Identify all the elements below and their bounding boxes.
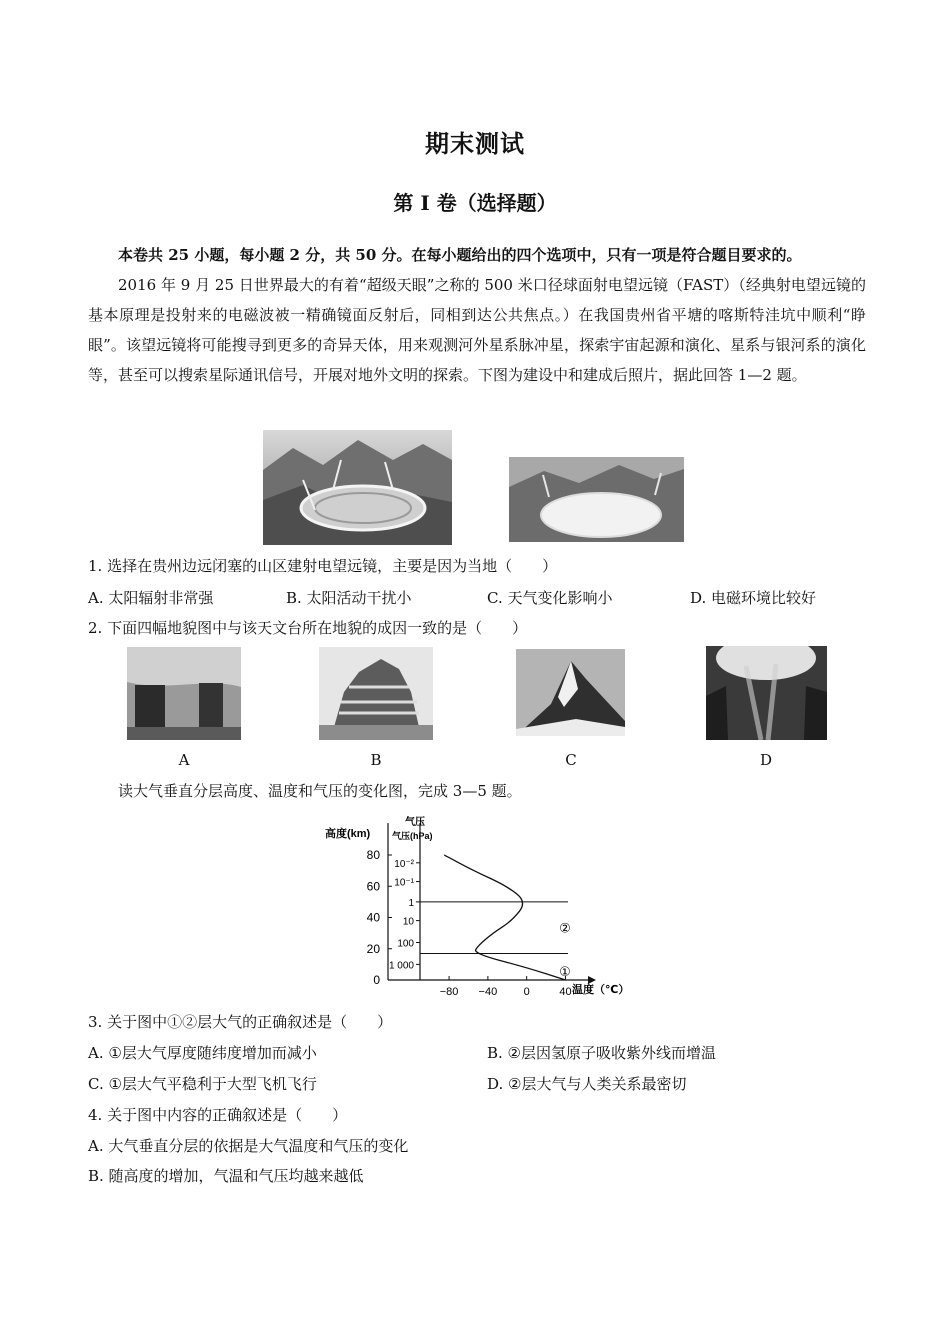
caption-d: D bbox=[759, 751, 773, 769]
landform-photo-d bbox=[706, 646, 827, 740]
passage-fast: 2016 年 9 月 25 日世界最大的有着“超级天眼”之称的 500 米口径球面射电望远镜（FAST）（经典射电望远镜的基本原理是投射来的电磁波被一精确镜面反射后，同相到达公共焦点。）在我国贵州省平塘的喀斯特洼坑中顺利“睁眼”。该望远镜将可能搜寻到更多的奇异天体，用来观测河外星系脉冲星，探索宇宙起源和演化、星系与银河系的演化等，甚至可以搜索星际通讯信号，开展对地外文明的探索。下图为建设中和建成后照片，据此回答 1—2 题。 bbox=[88, 276, 866, 384]
layer-label-1: ① bbox=[559, 964, 571, 980]
fast-construction-photo bbox=[263, 430, 452, 545]
x-tick-label: −80 bbox=[439, 986, 459, 998]
q3-option-d: D. ②层大气与人类关系最密切 bbox=[487, 1075, 687, 1093]
pressure-label-top: 气压 bbox=[405, 817, 425, 828]
q2-stem: 2. 下面四幅地貌图中与该天文台所在地貌的成因一致的是（ ） bbox=[88, 619, 528, 637]
temperature-curve bbox=[444, 855, 565, 980]
q3-option-a: A. ①层大气厚度随纬度增加而减小 bbox=[88, 1044, 317, 1062]
caption-b: B bbox=[370, 751, 382, 769]
layer-label-2: ② bbox=[559, 920, 571, 936]
landform-photo-b bbox=[319, 647, 433, 740]
section-title: 第 I 卷（选择题） bbox=[393, 191, 557, 215]
q1-option-c: C. 天气变化影响小 bbox=[487, 589, 613, 607]
atmosphere-chart bbox=[310, 815, 640, 1000]
x-tick-label: 40 bbox=[559, 986, 572, 998]
y-tick-label: 20 bbox=[366, 941, 380, 956]
pressure-tick-label: 10⁻² bbox=[394, 858, 414, 870]
x-tick-label: 0 bbox=[523, 986, 530, 998]
landform-photo-c bbox=[516, 649, 625, 736]
q4-stem: 4. 关于图中内容的正确叙述是（ ） bbox=[88, 1106, 348, 1124]
q1-option-d: D. 电磁环境比较好 bbox=[690, 589, 817, 607]
caption-a: A bbox=[178, 751, 190, 769]
q4-option-b: B. 随高度的增加，气温和气压均越来越低 bbox=[88, 1167, 364, 1185]
passage-atmosphere: 读大气垂直分层高度、温度和气压的变化图，完成 3—5 题。 bbox=[118, 782, 522, 800]
fast-completed-photo bbox=[509, 457, 684, 542]
q3-stem: 3. 关于图中①②层大气的正确叙述是（ ） bbox=[88, 1013, 393, 1031]
y-tick-label: 0 bbox=[373, 973, 380, 987]
temperature-axis-arrow bbox=[588, 976, 596, 984]
pressure-tick-label: 10⁻¹ bbox=[394, 877, 414, 889]
q3-option-b: B. ②层因氢原子吸收紫外线而增温 bbox=[487, 1044, 717, 1062]
q4-option-a: A. 大气垂直分层的依据是大气温度和气压的变化 bbox=[88, 1137, 409, 1155]
q3-option-c: C. ①层大气平稳利于大型飞机飞行 bbox=[88, 1075, 317, 1093]
x-axis-label: 温度（℃） bbox=[572, 984, 630, 996]
pressure-tick-label: 1 000 bbox=[388, 960, 414, 972]
q1-option-a: A. 太阳辐射非常强 bbox=[88, 589, 214, 607]
y-tick-label: 40 bbox=[366, 910, 380, 925]
x-tick-label: −40 bbox=[478, 986, 498, 998]
pressure-axis-label: 气压(hPa) bbox=[392, 831, 433, 841]
y-axis-label: 高度(km) bbox=[325, 828, 371, 840]
instructions: 本卷共 25 小题，每小题 2 分，共 50 分。在每小题给出的四个选项中，只有一项是符合题目要求的。 bbox=[118, 246, 802, 264]
q1-option-b: B. 太阳活动干扰小 bbox=[286, 589, 412, 607]
caption-c: C bbox=[565, 751, 577, 769]
y-tick-label: 80 bbox=[366, 848, 380, 862]
pressure-tick-label: 100 bbox=[397, 938, 414, 950]
pressure-tick-label: 10 bbox=[402, 916, 414, 928]
pressure-tick-label: 1 bbox=[408, 897, 414, 909]
y-tick-label: 60 bbox=[366, 879, 380, 894]
page-title: 期末测试 bbox=[425, 129, 525, 158]
landform-photo-a bbox=[127, 647, 241, 740]
q1-stem: 1. 选择在贵州边远闭塞的山区建射电望远镜，主要是因为当地（ ） bbox=[88, 557, 558, 575]
